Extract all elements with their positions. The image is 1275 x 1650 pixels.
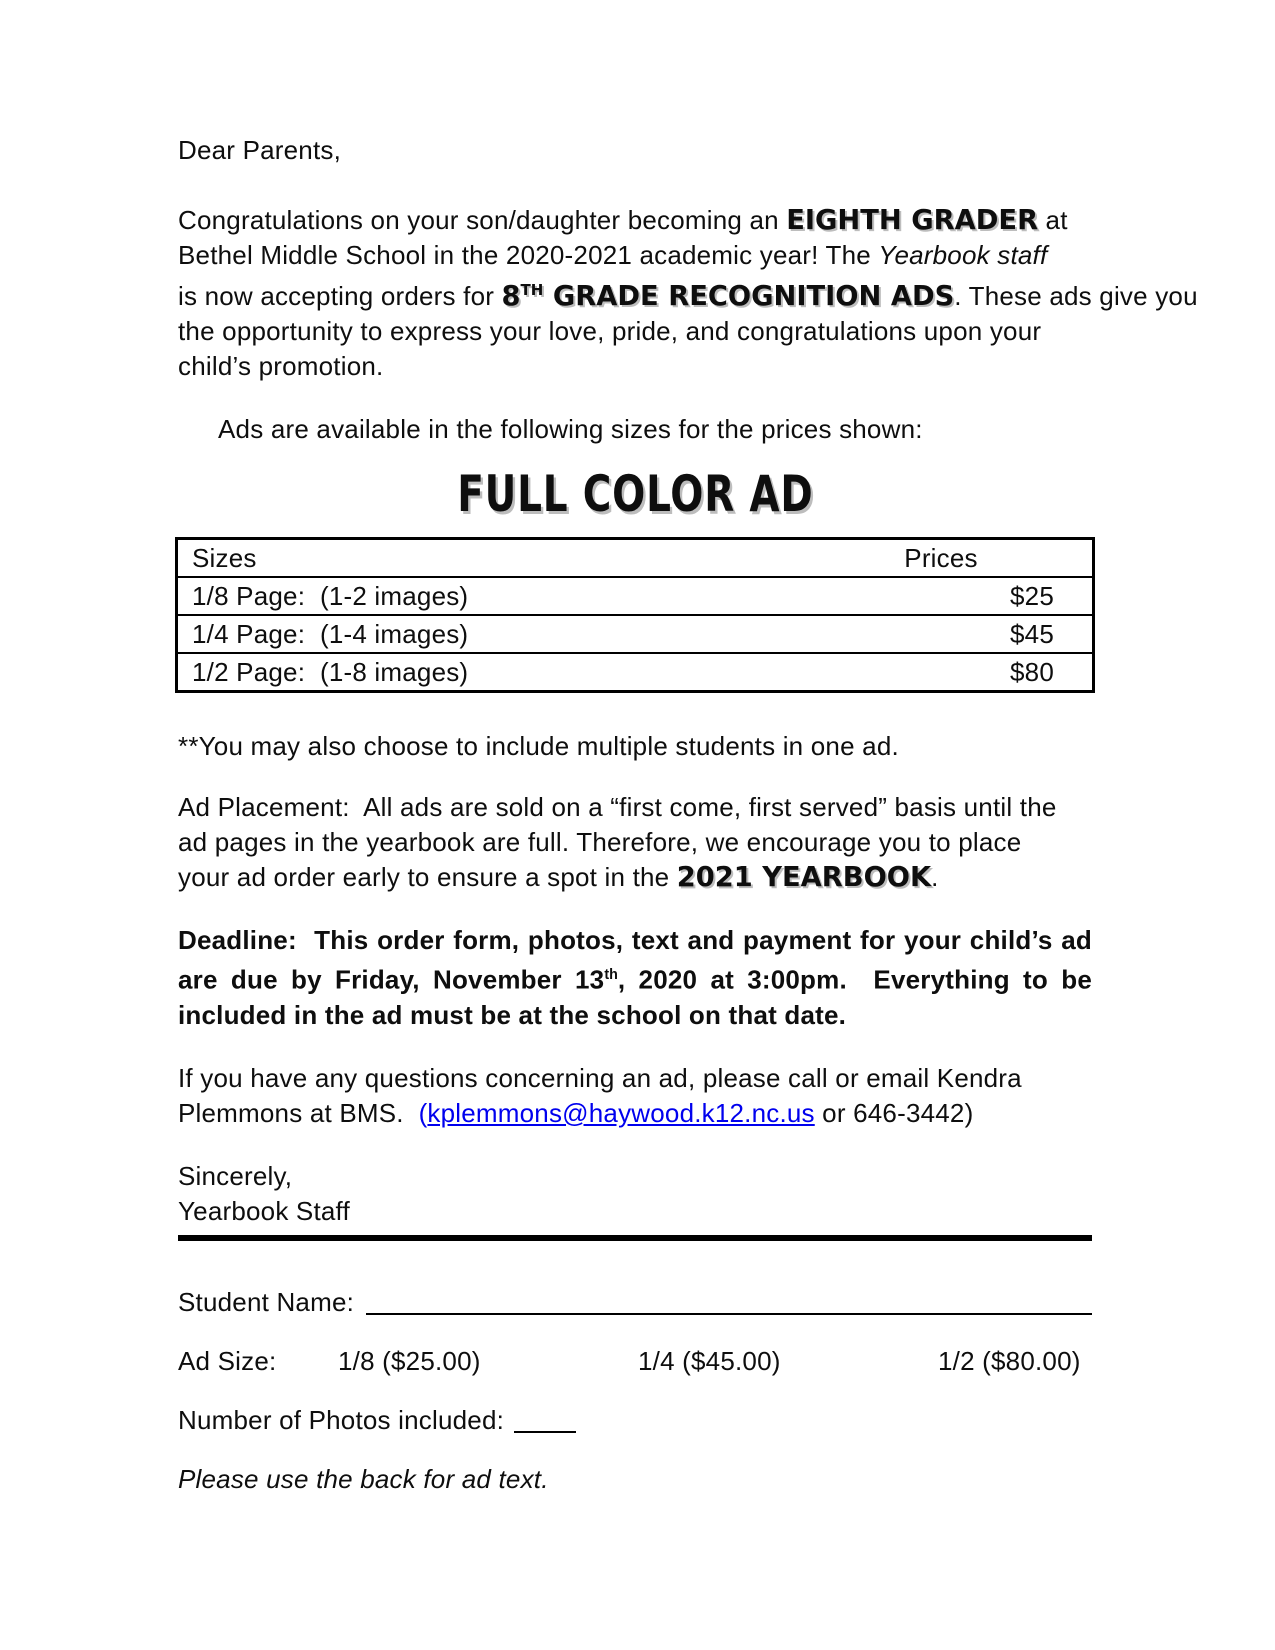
- marker-grade-recognition-ads: 8TH GRADE RECOGNITION ADS: [501, 281, 955, 313]
- price-table: [175, 537, 1095, 693]
- deadline-paragraph: [178, 923, 1092, 1033]
- contact-paragraph: [178, 1061, 1092, 1131]
- student-name-row: [178, 1285, 1092, 1320]
- table-row: [177, 653, 1094, 692]
- signoff-block: [178, 1159, 1092, 1229]
- text-segment: your ad order early to ensure a spot in the: [178, 862, 677, 893]
- size-cell: 1/2 Page: (1-8 images): [177, 653, 847, 692]
- ad-size-row: [178, 1344, 1092, 1379]
- email-link[interactable]: kplemmons@haywood.k12.nc.us: [427, 1097, 815, 1128]
- text-segment: Bethel Middle School in the 2020-2021 academic year! The: [178, 240, 879, 270]
- text-line: [178, 238, 1092, 273]
- size-cell: 1/4 Page: (1-4 images): [177, 615, 847, 653]
- full-color-ad-title: FULL COLOR AD: [456, 465, 814, 524]
- text-line: Deadline: This order form, photos, text and payment for your child’s ad: [178, 925, 1092, 956]
- marker-2021-yearbook: 2021 YEARBOOK: [676, 862, 932, 894]
- table-row: [177, 577, 1094, 615]
- text-line: [178, 203, 1092, 238]
- ad-placement-paragraph: [178, 790, 1092, 895]
- document-page: [178, 133, 1198, 1497]
- student-name-label: Student Name:: [178, 1286, 355, 1317]
- yearbook-staff-italic: Yearbook staff: [878, 240, 1048, 270]
- ad-size-option: 1/8 ($25.00): [338, 1345, 481, 1376]
- price-table-header-prices: Prices: [904, 542, 978, 573]
- ad-size-label: Ad Size:: [178, 1345, 277, 1376]
- text-line: ad pages in the yearbook are full. Therefore, we encourage you to place: [178, 827, 1022, 858]
- text-segment: , 2020 at 3:00pm. Everything to be: [617, 964, 1092, 995]
- ad-size-option: 1/4 ($45.00): [638, 1345, 781, 1376]
- text-line: Ad Placement: All ads are sold on a “first come, first served” basis until the: [178, 792, 1057, 823]
- marker-eighth-grader: EIGHTH GRADER: [786, 205, 1039, 236]
- text-line: [178, 1096, 1092, 1131]
- text-segment: . These ads give you: [954, 281, 1198, 312]
- text-line: If you have any questions concerning an ad, please call or email Kendra: [178, 1062, 1022, 1093]
- photos-label: Number of Photos included:: [178, 1404, 505, 1435]
- ad-title-row: [178, 465, 1092, 531]
- text-line: included in the ad must be at the school on that date.: [178, 999, 847, 1030]
- salutation: Dear Parents,: [178, 135, 342, 165]
- student-name-blank: [366, 1313, 1092, 1315]
- price-cell: $25: [846, 577, 1094, 615]
- text-line: [178, 958, 1092, 998]
- intro-paragraph: [178, 203, 1198, 384]
- sizes-intro: Ads are available in the following sizes for the prices shown:: [218, 414, 923, 445]
- ad-size-option: 1/2 ($80.00): [938, 1345, 1081, 1376]
- text-line: [178, 860, 1092, 895]
- text-segment: are due by Friday, November 13: [178, 964, 605, 995]
- price-cell: $45: [846, 615, 1094, 653]
- signoff: Sincerely,: [178, 1160, 293, 1191]
- text-line: child’s promotion.: [178, 351, 384, 382]
- price-table-header-sizes: Sizes: [192, 542, 257, 573]
- section-divider: [178, 1235, 1092, 1241]
- text-segment: at: [1038, 205, 1068, 235]
- table-row: [177, 615, 1094, 653]
- text-segment: Plemmons at BMS.: [178, 1097, 419, 1128]
- text-segment: is now accepting orders for: [178, 281, 502, 312]
- multiple-students-note: **You may also choose to include multiple students in one ad.: [178, 731, 899, 762]
- ordinal-superscript: TH: [520, 281, 544, 299]
- text-segment: or 646-3442): [814, 1097, 974, 1128]
- photos-blank: [514, 1431, 576, 1433]
- ordinal-superscript: th: [604, 967, 618, 984]
- text-segment: Congratulations on your son/daughter becoming an: [178, 205, 787, 235]
- photos-row: [178, 1403, 1092, 1438]
- text-line: the opportunity to express your love, pride, and congratulations upon your: [178, 316, 1042, 347]
- link-paren: (: [418, 1097, 428, 1128]
- size-cell: 1/8 Page: (1-2 images): [177, 577, 847, 615]
- text-line: [178, 273, 1198, 314]
- text-segment: .: [931, 862, 939, 893]
- signature: Yearbook Staff: [178, 1195, 350, 1226]
- back-note: Please use the back for ad text.: [178, 1463, 549, 1494]
- price-table-header-row: [177, 539, 1094, 578]
- price-cell: $80: [846, 653, 1094, 692]
